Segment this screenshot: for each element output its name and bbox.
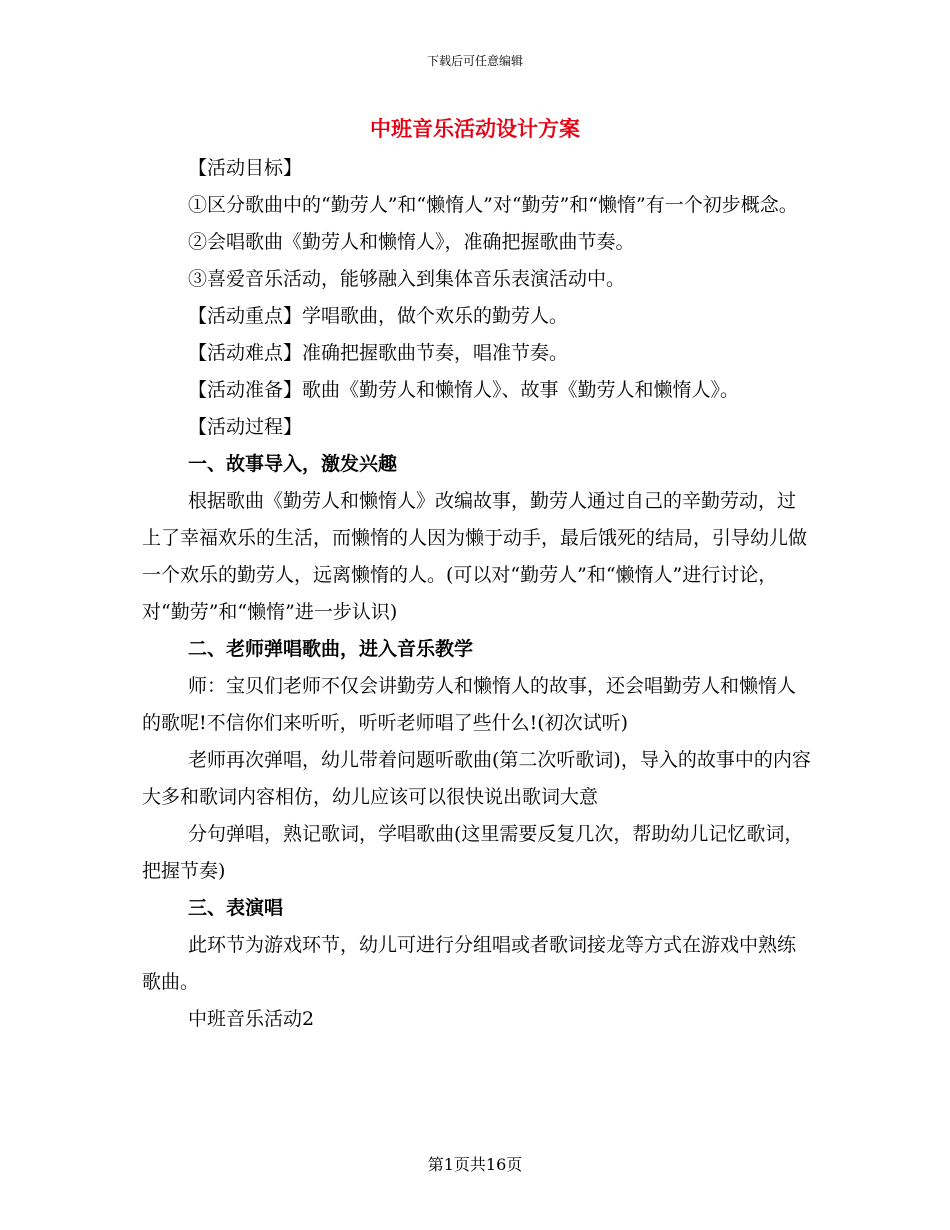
section-label-process: 【活动过程】	[188, 416, 303, 438]
section-label-goals: 【活动目标】	[188, 157, 303, 179]
key-point: 【活动重点】学唱歌曲，做个欢乐的勤劳人。	[188, 305, 569, 327]
goal-item-1: ①区分歌曲中的“勤劳人”和“懒惰人”对“勤劳”和“懒惰”有一个初步概念。	[188, 194, 798, 216]
step-1-paragraph: 根据歌曲《勤劳人和懒惰人》改编故事，勤劳人通过自己的辛勤劳动，过上了幸福欢乐的生活，而懒惰的人因为懒于动手，最后饿死的结局，引导幼儿做一个欢乐的勤劳人，远离懒惰的人。(可以对“勤劳人”和“懒惰人”进行讨论，对“勤劳”和“懒惰”进一步认识)	[142, 490, 808, 623]
step-2-paragraph-3: 分句弹唱，熟记歌词，学唱歌曲(这里需要反复几次，帮助幼儿记忆歌词，把握节奏)	[142, 823, 804, 882]
step-heading-1: 一、故事导入，激发兴趣	[188, 453, 398, 475]
step-heading-2: 二、老师弹唱歌曲，进入音乐教学	[188, 638, 474, 660]
difficulty-point: 【活动难点】准确把握歌曲节奏，唱准节奏。	[188, 342, 569, 364]
goal-item-3: ③喜爱音乐活动，能够融入到集体音乐表演活动中。	[188, 268, 626, 290]
page-header-note: 下载后可任意编辑	[426, 54, 523, 68]
step-heading-3: 三、表演唱	[188, 897, 284, 919]
page-number: 第1页共16页	[427, 1155, 523, 1174]
document-body	[142, 150, 812, 1038]
step-2-paragraph-2: 老师再次弹唱，幼儿带着问题听歌曲(第二次听歌词)，导入的故事中的内容大多和歌词内容相仿，幼儿应该可以很快说出歌词大意	[142, 749, 811, 808]
next-section-title: 中班音乐活动2	[188, 1008, 315, 1030]
step-3-paragraph: 此环节为游戏环节，幼儿可进行分组唱或者歌词接龙等方式在游戏中熟练歌曲。	[142, 934, 797, 993]
goal-item-2: ②会唱歌曲《勤劳人和懒惰人》，准确把握歌曲节奏。	[188, 231, 635, 253]
step-2-paragraph-1: 师：宝贝们老师不仅会讲勤劳人和懒惰人的故事，还会唱勤劳人和懒惰人的歌呢!不信你们来听听，听听老师唱了些什么!(初次试听)	[142, 675, 797, 734]
preparation: 【活动准备】歌曲《勤劳人和懒惰人》、故事《勤劳人和懒惰人》。	[188, 379, 740, 401]
document-title: 中班音乐活动设计方案	[370, 116, 580, 141]
